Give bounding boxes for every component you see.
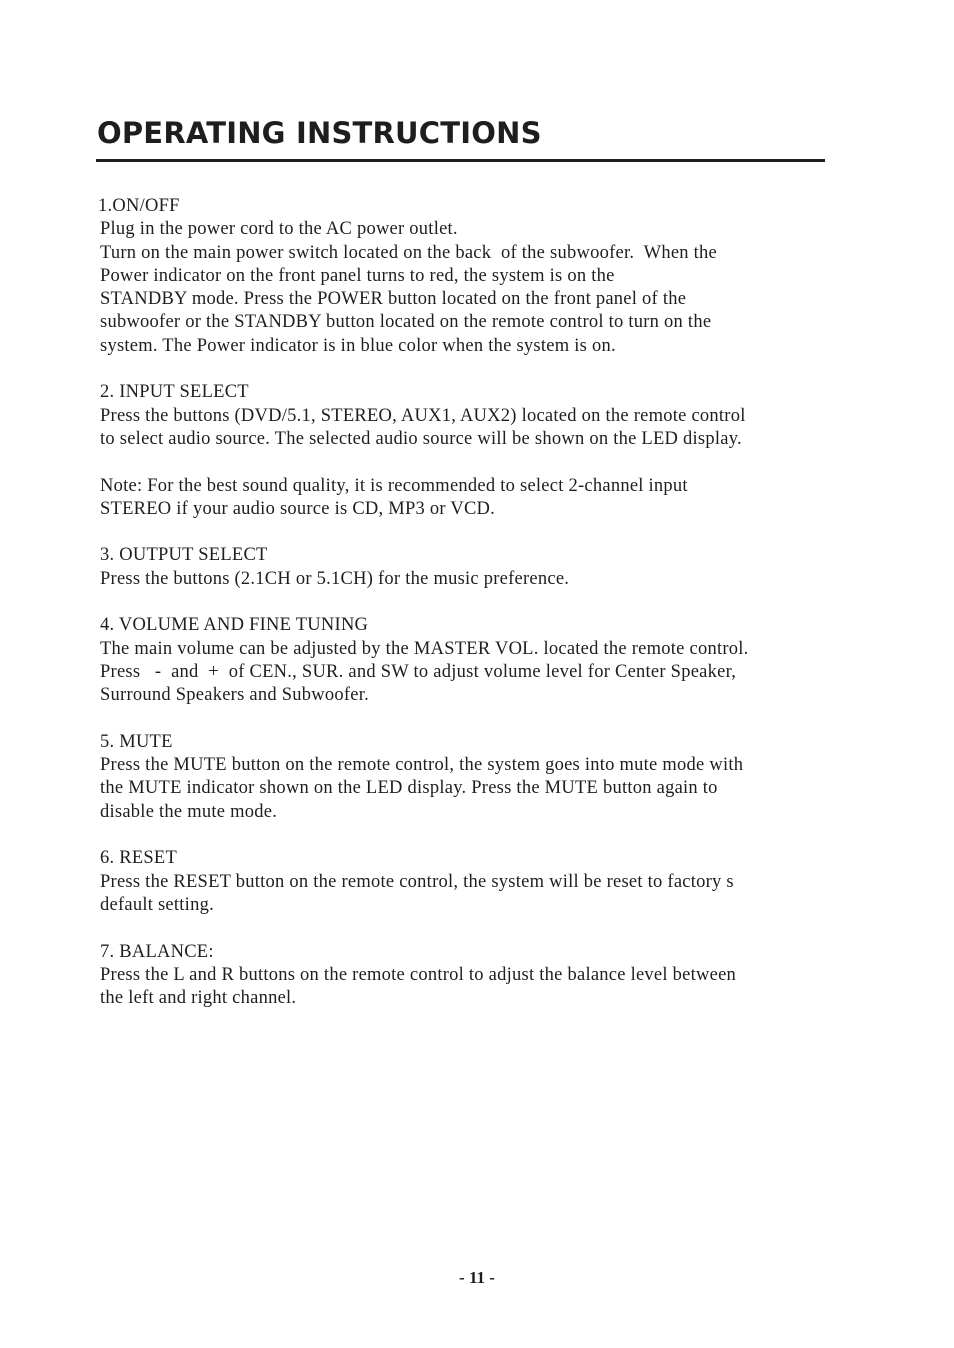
paragraph-line: Power indicator on the front panel turns to red, the system is on the xyxy=(100,265,615,286)
note-line: Note: For the best sound quality, it is recommended to select 2-channel input xyxy=(100,475,688,496)
section-heading: 1.ON/OFF xyxy=(98,196,180,216)
section-balance xyxy=(100,941,890,1011)
page-title: OPERATING INSTRUCTIONS xyxy=(97,116,542,150)
paragraph-line: to select audio source. The selected audio source will be shown on the LED display. xyxy=(100,428,742,449)
paragraph-line: Press the RESET button on the remote control, the system will be reset to factory s xyxy=(100,871,734,892)
paragraph-line: The main volume can be adjusted by the MASTER VOL. located the remote control. xyxy=(100,638,749,659)
section-heading: 7. BALANCE: xyxy=(100,941,214,962)
paragraph-line: Press the buttons (DVD/5.1, STEREO, AUX1, AUX2) located on the remote control xyxy=(100,405,746,426)
paragraph-line: the MUTE indicator shown on the LED display. Press the MUTE button again to xyxy=(100,778,718,799)
section-input-select xyxy=(100,381,890,451)
section-volume xyxy=(100,614,890,707)
paragraph-line: Press the buttons (2.1CH or 5.1CH) for the music preference. xyxy=(100,568,570,589)
paragraph-line: Turn on the main power switch located on the back of the subwoofer. When the xyxy=(100,242,718,263)
section-heading: 3. OUTPUT SELECT xyxy=(100,545,268,566)
section-heading: 2. INPUT SELECT xyxy=(100,382,249,403)
section-mute xyxy=(100,731,890,824)
paragraph-line: system. The Power indicator is in blue color when the system is on. xyxy=(100,335,616,356)
page-number: - 11 - xyxy=(459,1268,495,1287)
paragraph-line: Press the L and R buttons on the remote control to adjust the balance level between xyxy=(100,964,737,985)
note-line: STEREO if your audio source is CD, MP3 or VCD. xyxy=(100,498,496,519)
paragraph-line: Press - and + of CEN., SUR. and SW to adjust volume level for Center Speaker, xyxy=(100,661,737,682)
paragraph-line: the left and right channel. xyxy=(100,988,297,1009)
section-note xyxy=(100,475,890,522)
paragraph-line: Press the MUTE button on the remote control, the system goes into mute mode with xyxy=(100,755,744,776)
section-heading: 6. RESET xyxy=(100,848,178,869)
paragraph-line: disable the mute mode. xyxy=(100,801,278,822)
paragraph-line: subwoofer or the STANDBY button located on the remote control to turn on the xyxy=(100,312,712,333)
section-reset xyxy=(100,847,890,917)
paragraph-line: Surround Speakers and Subwoofer. xyxy=(100,685,370,706)
instructions-body xyxy=(100,195,890,1034)
title-underline xyxy=(96,159,825,162)
section-heading: 4. VOLUME AND FINE TUNING xyxy=(100,615,369,636)
paragraph-line: Plug in the power cord to the AC power outlet. xyxy=(100,219,458,240)
paragraph-line: default setting. xyxy=(100,894,214,915)
section-output-select xyxy=(100,544,890,591)
section-heading: 5. MUTE xyxy=(100,731,173,752)
section-on-off xyxy=(100,195,890,358)
paragraph-line: STANDBY mode. Press the POWER button located on the front panel of the xyxy=(100,289,687,310)
